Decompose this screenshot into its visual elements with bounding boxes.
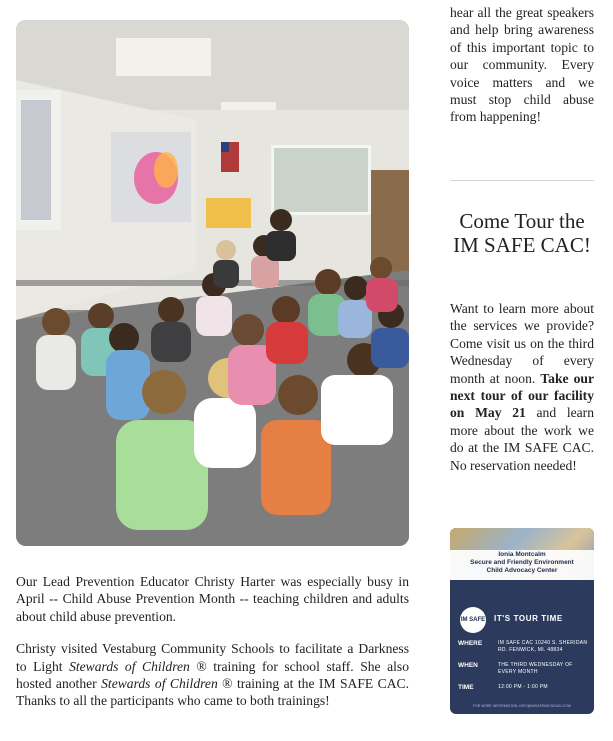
flyer-header-line3: Child Advocacy Center (486, 567, 558, 574)
flyer-header (450, 550, 594, 580)
time-value: 12:00 PM - 1:00 PM (498, 684, 548, 690)
tour-description (450, 300, 594, 474)
where-label: WHERE (458, 640, 483, 647)
flyer-header-line2: Secure and Friendly Environment (470, 559, 574, 566)
tour-text-a: Want to learn more about the services we provide? Come visit us on the third Wednesday of every month at noon. (450, 301, 594, 386)
where-value: IM SAFE CAC 10240 S. SHERIDAN RD. FENWICK, MI. 48834 (498, 640, 588, 653)
flyer-title: IT'S TOUR TIME (494, 614, 563, 623)
when-value: THE THIRD WEDNESDAY OF EVERY MONTH (498, 662, 573, 675)
section-divider (450, 180, 594, 181)
tour-flyer[interactable] (450, 528, 594, 714)
tour-text-b: and learn more about the work we do at the IM SAFE CAC. No reservation needed! (450, 405, 595, 473)
p2-program-name-1: Stewards of Children (69, 658, 190, 674)
tour-heading: Come Tour the IM SAFE CAC! (453, 209, 591, 257)
flyer-header-line1: Ionia Montcalm (498, 551, 546, 558)
p2-program-name-2: Stewards of Children (101, 676, 218, 692)
when-label: WHEN (458, 662, 478, 669)
im-safe-logo-icon: IM SAFE (460, 607, 486, 633)
p2-text-a: Christy visited Vestaburg Community Schools to facilitate a Darkness to Light (16, 641, 409, 674)
article-body (16, 573, 409, 725)
p2-text-c: ® training for school staff. She also hosted another (16, 658, 409, 692)
flyer-footer: FOR MORE INFORMATION: INFO@IMSAFEMICHIGAN.COM (473, 704, 571, 708)
time-label: TIME (458, 684, 474, 691)
awareness-text: hear all the great speakers and help bring awareness of this important topic to our community. Every voice matters and we must stop child abuse from happening! (450, 5, 594, 125)
tour-date-highlight: Take our next tour of our facility on May 21 (450, 370, 594, 421)
article-paragraph-2 (16, 640, 409, 710)
article-paragraph-1: Our Lead Prevention Educator Christy Harter was especially busy in April -- Child Abuse Prevention Month -- teaching children and adults about child abuse prevention. (16, 574, 409, 624)
p2-text-e: ® training at the IM SAFE CAC. Thanks to all the participants who came to both trainings! (16, 676, 409, 709)
classroom-photo (16, 20, 409, 546)
classroom-illustration (16, 20, 409, 546)
